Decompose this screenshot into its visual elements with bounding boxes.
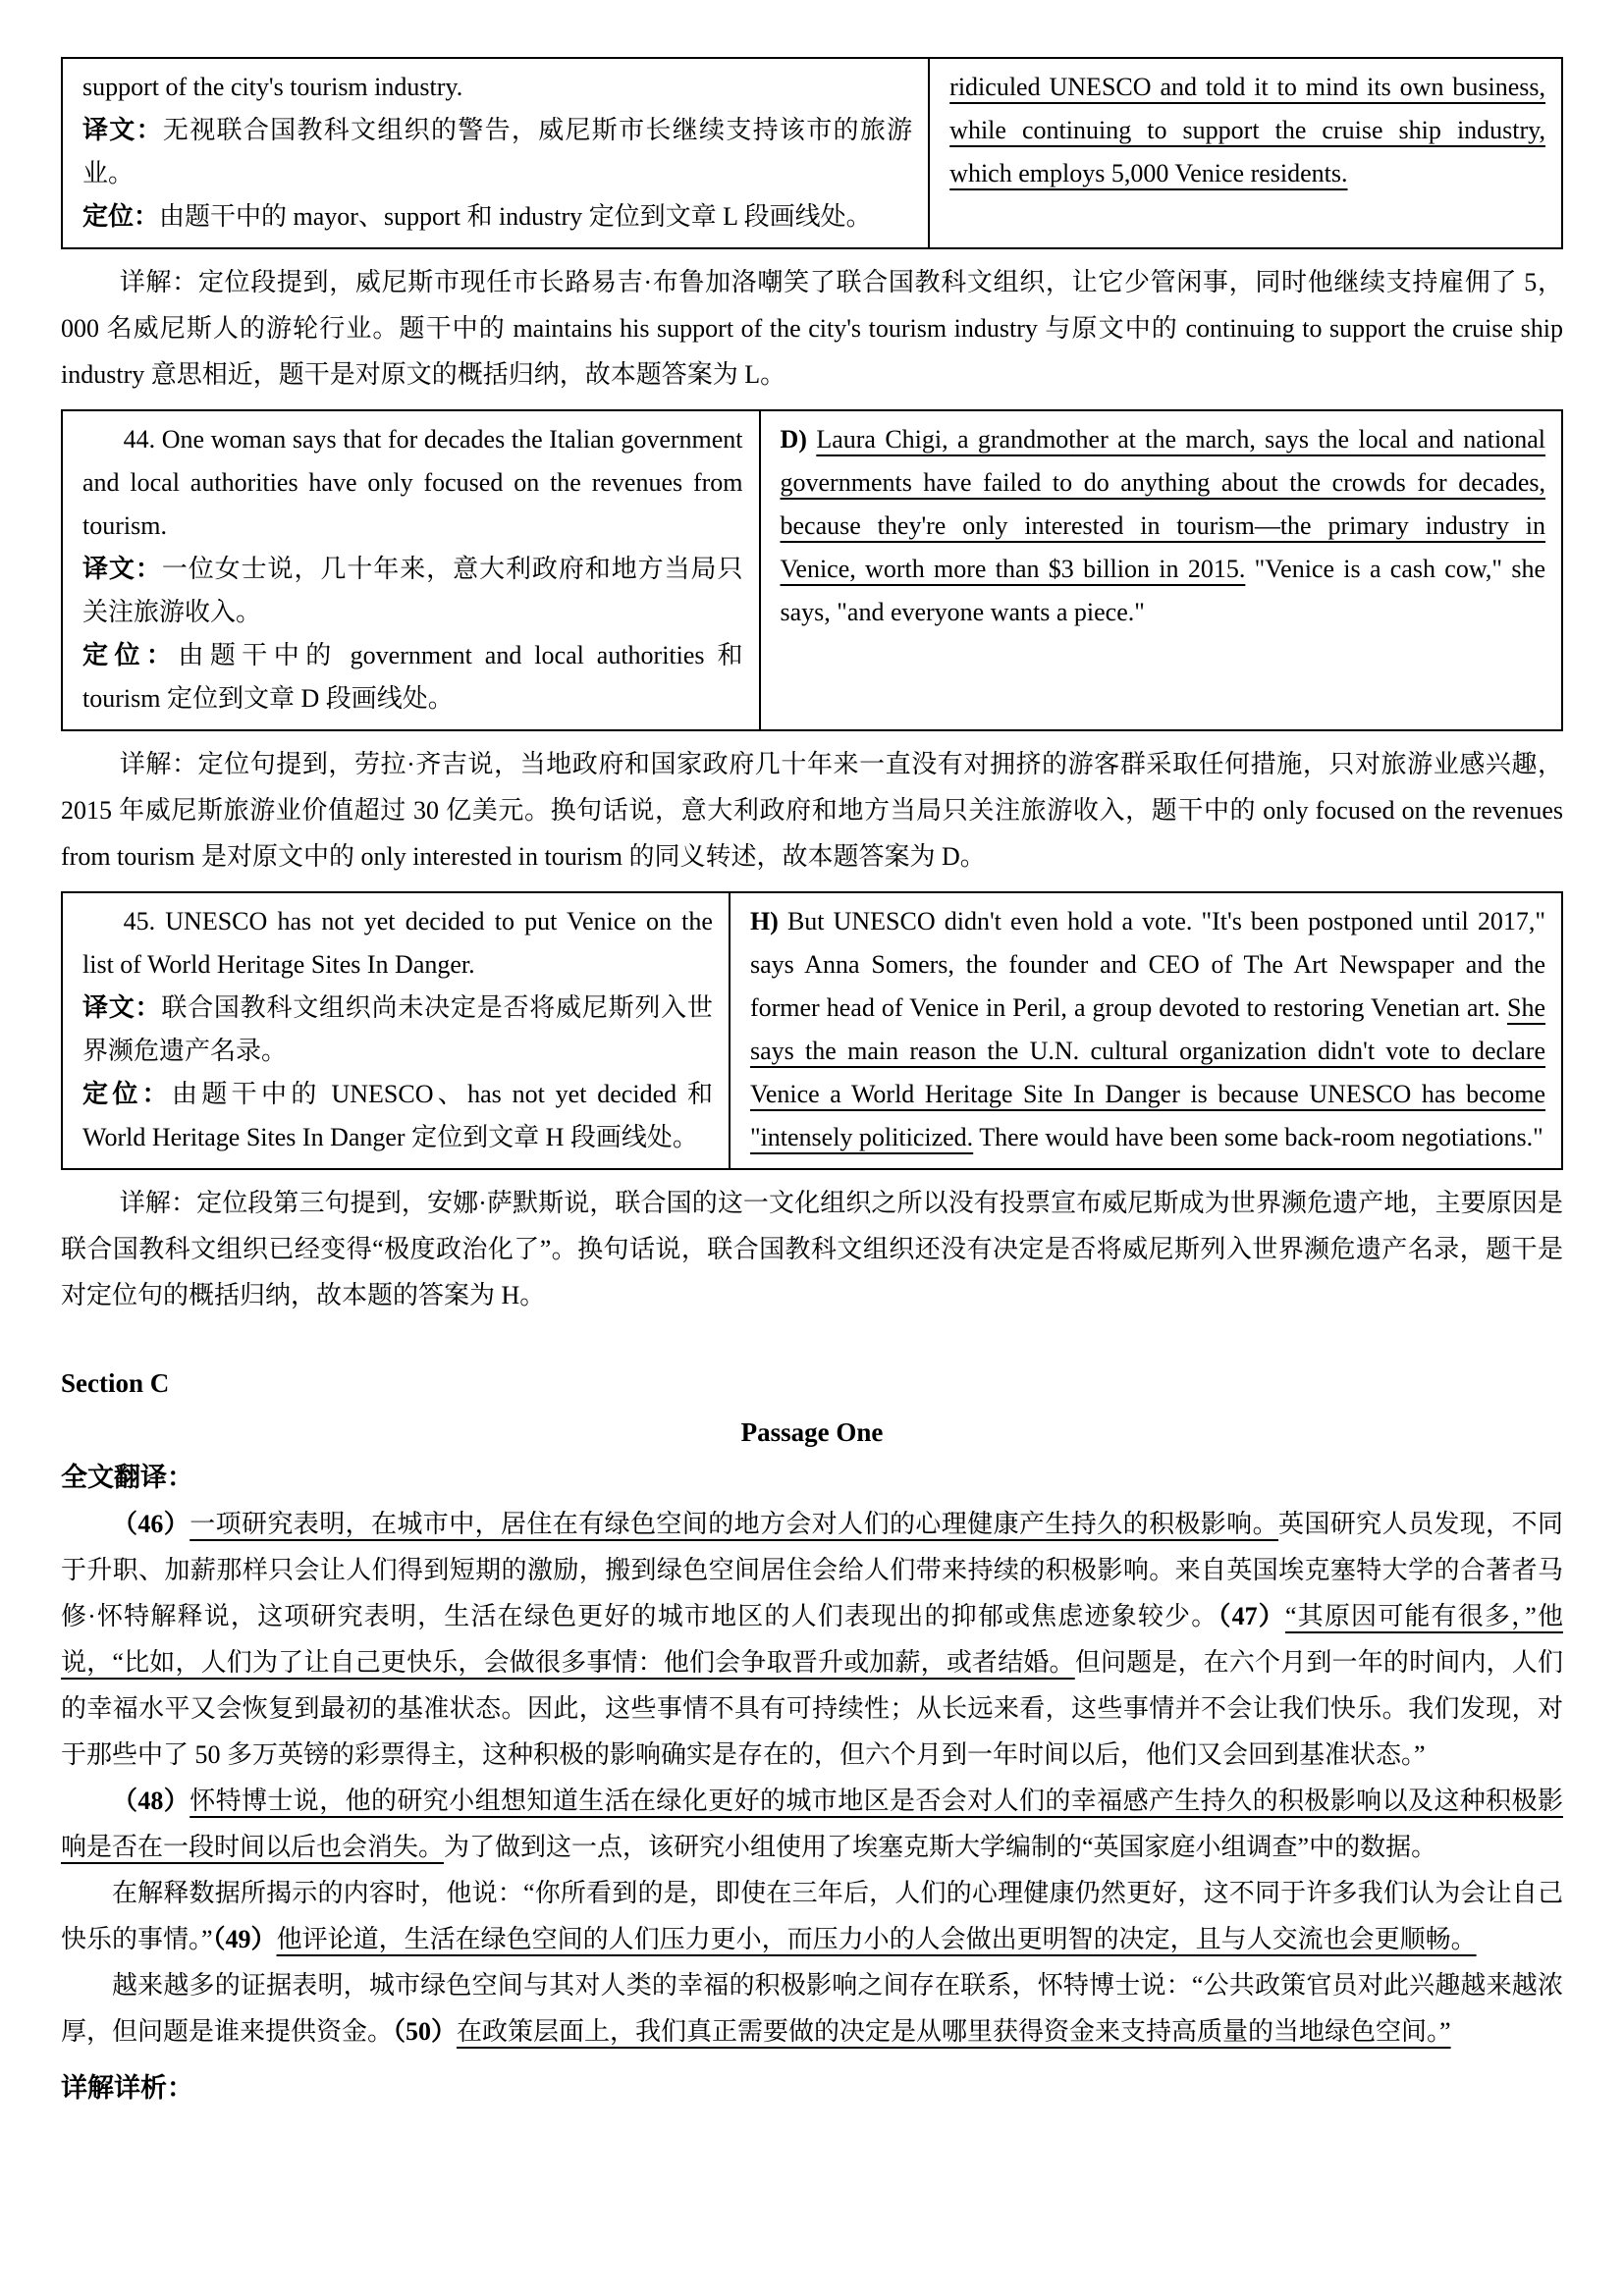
passage-paragraph-1: （46）一项研究表明，在城市中，居住在有绿色空间的地方会对人们的心理健康产生持久的积极影响。英国研究人员发现，不同于升职、加薪那样只会让人们得到短期的激励，搬到绿色空间居住会给人们带来持续的积极影响。来自英国埃克塞特大学的合著者马修·怀特解释说，这项研究表明，生活在绿色更好的城市地区的人们表现出的抑郁或焦虑迹象较少。（47）“其原因可能有很多，”他说，“比如，人们为了让自己更快乐，会做很多事情：他们会争取晋升或加薪，或者结婚。但问题是，在六个月到一年的时间内，人们的幸福水平又会恢复到最初的基准状态。因此，这些事情不具有可持续性；从长远来看，这些事情并不会让我们快乐。我们发现，对于那些中了 50 多万英镑的彩票得主，这种积极的影响确实是存在的，但六个月到一年时间以后，他们又会回到基准状态。” [61, 1510, 1563, 1769]
blank-50-underlined: 在政策层面上，我们真正需要做的决定是从哪里获得资金来支持高质量的当地绿色空间。” [457, 2017, 1451, 2046]
detailed-analysis-label: 详解详析： [61, 2073, 193, 2103]
question-table-continuation [61, 57, 1563, 249]
source-plain-text-1: But UNESCO didn't even hold a vote. "It's been postponed until 2017," says Anna Somers, the founder and CEO of The Art Newspaper and the former head of Venice in Peril, a group devoted to restoring Venetian art. [749, 907, 1545, 1022]
question-text-continued: support of the city's tourism industry. [82, 73, 463, 101]
blank-46-marker: （46） [112, 1510, 190, 1538]
q45-left-cell [62, 892, 730, 1169]
section-c-heading: Section C [61, 1368, 170, 1398]
passage-paragraph-2: （48）怀特博士说，他的研究小组想知道生活在绿化更好的城市地区是否会对人们的幸福感产生持久的积极影响以及这种积极影响是否在一段时间以后也会消失。为了做到这一点，该研究小组使用了埃塞克斯大学编制的“英国家庭小组调查”中的数据。 [61, 1787, 1563, 1861]
passage-one-heading: Passage One [740, 1417, 884, 1447]
question-text: 45. UNESCO has not yet decided to put Venice on the list of World Heritage Sites In Danger. [82, 907, 713, 979]
option-letter: H) [749, 907, 787, 935]
q44-right-cell [760, 410, 1562, 730]
yiwen-label: 译文： [82, 993, 162, 1022]
source-plain-text-2: There would have been some back-room negotiations." [973, 1123, 1543, 1151]
passage-paragraph-4: 越来越多的证据表明，城市绿色空间与其对人类的幸福的积极影响之间存在联系，怀特博士说：“公共政策官员对此兴趣越来越浓厚，但问题是谁来提供资金。（50）在政策层面上，我们真正需要做的决定是从哪里获得资金来支持高质量的当地绿色空间。” [61, 1971, 1563, 2046]
yiwen-label: 译文： [82, 555, 162, 583]
continuation-right-cell [929, 58, 1562, 248]
blank-46-underlined: 一项研究表明，在城市中，居住在有绿色空间的地方会对人们的心理健康产生持久的积极影响。 [189, 1510, 1278, 1538]
translation-line: 译文：一位女士说，几十年来，意大利政府和地方当局只关注旅游收入。 [82, 555, 743, 626]
dingwei-label: 定位： [82, 641, 179, 669]
blank-49-underlined: 他评论道，生活在绿色空间的人们压力更小，而压力小的人会做出更明智的决定，且与人交流也会更顺畅。 [276, 1925, 1477, 1953]
blank-48-marker: （48） [112, 1787, 190, 1815]
source-plain-text: "Venice is a cash cow," she says, "and everyone wants a piece." [780, 555, 1545, 626]
dingwei-label: 定位： [82, 1080, 172, 1108]
source-underlined-text: Laura Chigi, a grandmother at the march, says the local and national governments have failed to do anything about the crowds for decades, because they're only interested in tourism—the primary industry in Venice, worth more than $3 billion in 2015. [780, 425, 1546, 583]
blank-47-marker: （47） [1218, 1602, 1285, 1630]
option-letter: D) [780, 425, 817, 454]
yiwen-label: 译文： [82, 116, 163, 144]
q44-left-cell [62, 410, 760, 730]
blank-47-underlined: “其原因可能有很多，”他说，“比如，人们为了让自己更快乐，会做很多事情：他们会争取晋升或加薪，或者结婚。 [61, 1602, 1563, 1677]
dingwei-label: 定位： [82, 202, 160, 231]
location-line: 定位：由题干中的 UNESCO、has not yet decided 和 World Heritage Sites In Danger 定位到文章 H 段画线处。 [82, 1080, 713, 1151]
source-underlined-text: She says the main reason the U.N. cultural organization didn't vote to declare Venice a World Heritage Site In Danger is because UNESCO has become "intensely politicized. [749, 993, 1545, 1151]
analysis-paragraph-44: 详解：定位句提到，劳拉·齐吉说，当地政府和国家政府几十年来一直没有对拥挤的游客群采取任何措施，只对旅游业感兴趣，2015 年威尼斯旅游业价值超过 30 亿美元。换句话说，意大利政府和地方当局只关注旅游收入，题干中的 only focused on the revenues from tourism 是对原文中的 only interested in tourism 的同义转述，故本题答案为 D。 [61, 750, 1563, 871]
location-line: 定位：由题干中的 government and local authorities 和 tourism 定位到文章 D 段画线处。 [82, 641, 743, 713]
q45-right-cell [730, 892, 1562, 1169]
translation-line: 译文：联合国教科文组织尚未决定是否将威尼斯列入世界濒危遗产名录。 [82, 993, 713, 1065]
passage-paragraph-3: 在解释数据所揭示的内容时，他说：“你所看到的是，即使在三年后，人们的心理健康仍然更好，这不同于许多我们认为会让自己快乐的事情。”（49）他评论道，生活在绿色空间的人们压力更小，而压力小的人会做出更明智的决定，且与人交流也会更顺畅。 [61, 1879, 1563, 1953]
blank-49-marker: （49） [212, 1925, 277, 1953]
question-table-44 [61, 409, 1563, 731]
analysis-paragraph-43: 详解：定位段提到，威尼斯市现任市长路易吉·布鲁加洛嘲笑了联合国教科文组织，让它少管闲事，同时他继续支持雇佣了 5，000 名威尼斯人的游轮行业。题干中的 maintains his support of the city's tourism industry 与原文中的 continuing to support the cruise ship industry 意思相近，题干是对原文的概括归纳，故本题答案为 L。 [61, 268, 1563, 389]
source-underlined-text: ridiculed UNESCO and told it to mind its own business, while continuing to support the cruise ship industry, which employs 5,000 Venice residents. [949, 73, 1545, 187]
continuation-left-cell [62, 58, 929, 248]
translation-line: 译文：无视联合国教科文组织的警告，威尼斯市长继续支持该市的旅游业。 [82, 116, 913, 187]
blank-50-marker: （50） [393, 2017, 458, 2046]
question-text: 44. One woman says that for decades the Italian government and local authorities have only focused on the revenues from tourism. [82, 425, 743, 540]
blank-48-underlined: 怀特博士说，他的研究小组想知道生活在绿化更好的城市地区是否会对人们的幸福感产生持久的积极影响以及这种积极影响是否在一段时间以后也会消失。 [61, 1787, 1563, 1861]
analysis-paragraph-45: 详解：定位段第三句提到，安娜·萨默斯说，联合国的这一文化组织之所以没有投票宣布威尼斯成为世界濒危遗产地，主要原因是联合国教科文组织已经变得“极度政治化了”。换句话说，联合国教科文组织还没有决定是否将威尼斯列入世界濒危遗产名录，题干是对定位句的概括归纳，故本题的答案为 H。 [61, 1189, 1563, 1309]
full-translation-label: 全文翻译： [61, 1463, 193, 1492]
question-table-45 [61, 891, 1563, 1170]
location-line: 定位：由题干中的 mayor、support 和 industry 定位到文章 L 段画线处。 [82, 202, 872, 231]
